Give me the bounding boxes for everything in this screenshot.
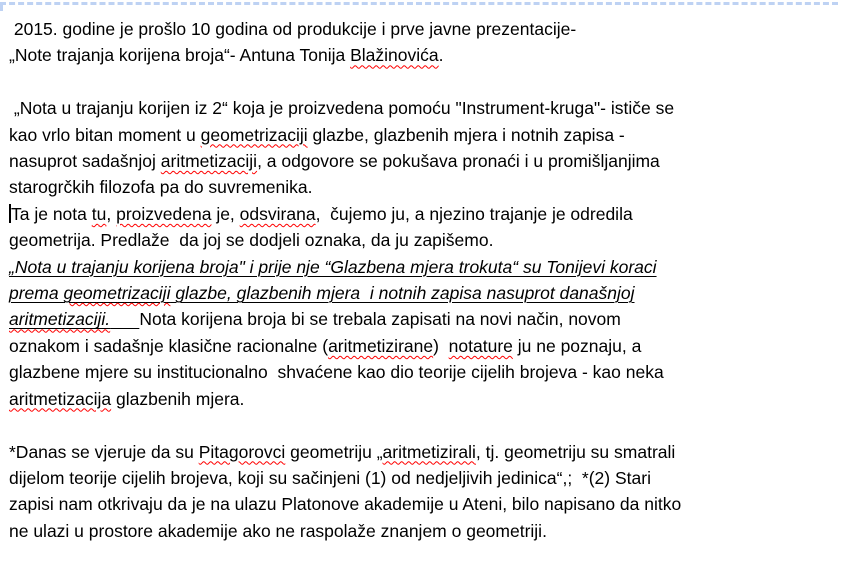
misspelled-word: odsvirana	[239, 203, 316, 224]
text-line[interactable]	[9, 174, 855, 200]
text-line[interactable]	[9, 280, 855, 306]
text-line[interactable]	[9, 306, 855, 332]
text-run: glazbe, glazbenih mjera i notnih zapisa -	[307, 124, 625, 145]
misspelled-word: aritmetizacija	[9, 388, 112, 409]
misspelled-word: geometrizaciji	[200, 124, 308, 145]
italic-underlined-text	[110, 309, 139, 329]
text-line[interactable]	[9, 122, 855, 148]
text-run: , čujemo ju, a njezino trajanje je odredila	[315, 203, 633, 224]
blank-line[interactable]	[9, 412, 855, 438]
text-line[interactable]	[9, 491, 855, 517]
text-line[interactable]	[9, 201, 855, 227]
text-run: geometriju „	[285, 441, 383, 462]
misspelled-word: Blažinovića	[350, 45, 439, 66]
misspelled-word: notature	[448, 335, 513, 356]
text-run: kao vrlo bitan moment u	[9, 124, 201, 145]
text-run: „Nota u trajanju korijen iz 2“ koja je proizvedena pomoću "Instrument-kruga"- ističe se	[9, 98, 675, 119]
misspelled-word: proizvedena	[116, 203, 212, 224]
italic-underlined-text	[9, 309, 110, 329]
text-run: *Danas se vjeruje da su	[9, 441, 199, 462]
text-run: glazbene mjere su institucionalno shvaćene kao dio teorije cijelih brojeva - kao neka	[9, 362, 664, 383]
text-line[interactable]	[9, 42, 855, 68]
text-line[interactable]	[9, 386, 855, 412]
misspelled-word: aritmetizirane	[328, 335, 434, 356]
text-line[interactable]	[9, 254, 855, 280]
text-line[interactable]	[9, 518, 855, 544]
text-run: ne ulazi u prostore akademije ako ne raspolaže znanjem o geometriji.	[9, 520, 547, 541]
misspelled-word: geometrizaciji	[63, 283, 171, 304]
text-run: Ta je nota	[11, 203, 92, 224]
text-run: je,	[211, 203, 240, 224]
italic-underlined-text: „Nota u trajanju korijena broja" i prije nje “Glazbena mjera trokuta“ su Tonijevi koraci	[9, 256, 657, 277]
text-run: ,	[106, 203, 117, 224]
text-line[interactable]	[9, 465, 855, 491]
text-run: ju ne poznaju, a	[512, 335, 642, 356]
text-run: , a odgovore se pokušava pronaći i u promišljanjima	[257, 151, 660, 172]
italic-underlined-text	[63, 283, 170, 303]
misspelled-word: aritmetizirali	[382, 441, 476, 462]
text-run: starogrčkih filozofa pa do suvremenika.	[9, 177, 313, 198]
italic-underlined-text: glazbe, glazbenih mjera i notnih zapisa nasuprot današnjoj	[170, 283, 635, 304]
text-line[interactable]	[9, 227, 855, 253]
text-line[interactable]	[9, 359, 855, 385]
misspelled-word: aritmetizaciji.	[9, 309, 111, 330]
text-run: .	[438, 45, 444, 66]
text-run: glazbenih mjera.	[111, 388, 245, 409]
text-run: )	[433, 335, 449, 356]
text-run: geometrija. Predlaže da joj se dodjeli oznaka, da ju zapišemo.	[9, 230, 494, 251]
text-line[interactable]	[9, 16, 855, 42]
misspelled-word: Pitagorovci	[198, 441, 286, 462]
text-run: , tj. geometriju su smatrali	[475, 441, 676, 462]
text-line[interactable]	[9, 95, 855, 121]
blank-line[interactable]	[9, 69, 855, 95]
text-line[interactable]	[9, 333, 855, 359]
text-run: 2015. godine je prošlo 10 godina od produkcije i prve javne prezentacije-	[9, 19, 577, 39]
text-line[interactable]	[9, 148, 855, 174]
text-boundary-top	[0, 2, 838, 5]
text-run: oznakom i sadašnje klasične racionalne (	[9, 335, 329, 356]
text-line[interactable]	[9, 439, 855, 465]
text-boundary-left	[0, 2, 3, 11]
document-body[interactable]	[9, 16, 855, 544]
misspelled-word: aritmetizaciji	[160, 151, 258, 172]
misspelled-word: tu	[91, 203, 107, 224]
text-run: Nota korijena broja bi se trebala zapisati na novi način, novom	[139, 309, 621, 330]
text-run: nasuprot sadašnjoj	[9, 151, 161, 172]
text-run: zapisi nam otkrivaju da je na ulazu Platonove akademije u Ateni, bilo napisano da nitko	[9, 494, 682, 515]
text-run: „Note trajanja korijena broja“- Antuna Tonija	[9, 45, 351, 66]
text-run: dijelom teorije cijelih brojeva, koji su sačinjeni (1) od nedjeljivih jedinica“,; *(2) Stari	[9, 467, 651, 488]
italic-underlined-text: prema	[9, 283, 64, 304]
